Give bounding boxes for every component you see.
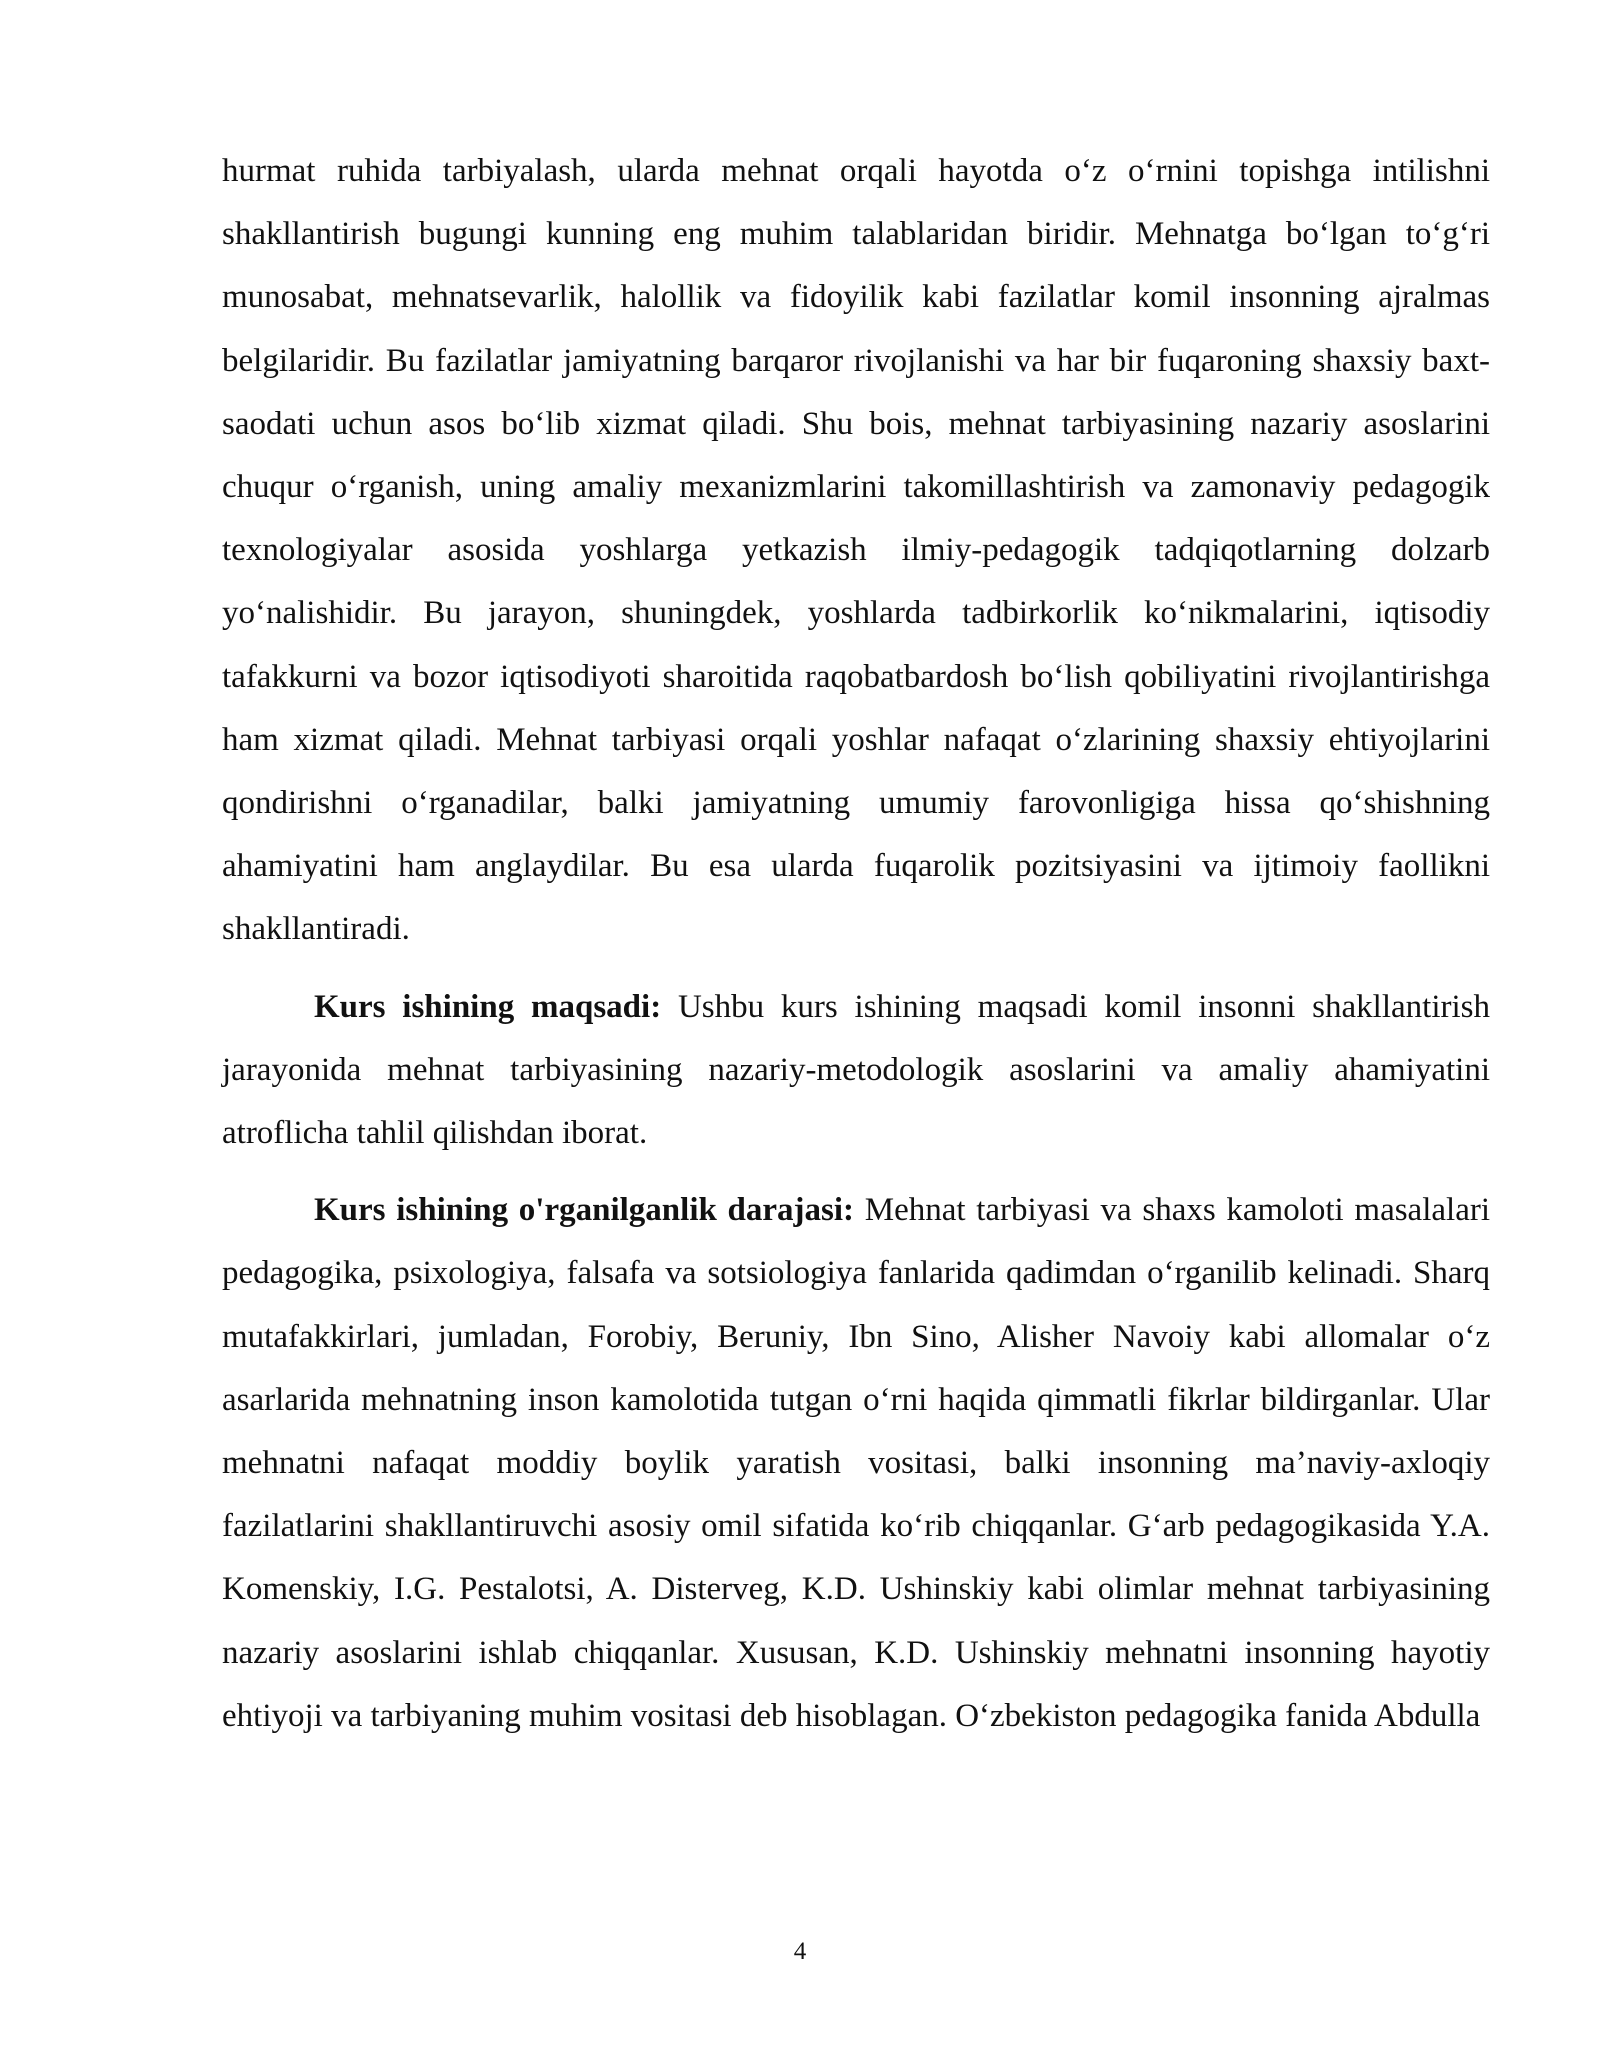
paragraph-heading-study-level: Kurs ishining o'rganilganlik darajasi: (314, 1192, 855, 1229)
document-body (222, 140, 1490, 1748)
paragraph-text: Mehnat tarbiyasi va shaxs kamoloti masalalari pedagogika, psixologiya, falsafa va sotsiologiya fanlarida qadimdan o‘rganilib kelinadi. Sharq mutafakkirlari, jumladan, Forobiy, Beruniy, Ibn Sino, Alisher Navoiy kabi allomalar o‘z asarlarida mehnatning inson kamolotida tutgan o‘rni haqida qimmatli fikrlar bildirganlar. Ular mehnatni nafaqat moddiy boylik yaratish vositasi, balki insonning ma’naviy-axloqiy fazilatlarini shakllantiruvchi asosiy omil sifatida ko‘rib chiqqanlar. G‘arb pedagogikasida Y.A. Komenskiy, I.G. Pestalotsi, A. Disterveg, K.D. Ushinskiy kabi olimlar mehnat tarbiyasining nazariy asoslarini ishlab chiqqanlar. Xususan, K.D. Ushinskiy mehnatni insonning hayotiy ehtiyoji va tarbiyaning muhim vositasi deb hisoblagan. O‘zbekiston pedagogika fanida Abdulla (222, 1192, 1490, 1734)
paragraph-intro-continuation (222, 140, 1490, 962)
paragraph-text: hurmat ruhida tarbiyalash, ularda mehnat orqali hayotda o‘z o‘rnini topishga intilishni shakllantirish bugungi kunning eng muhim talablaridan biridir. Mehnatga bo‘lgan to‘g‘ri munosabat, mehnatsevarlik, halollik va fidoyilik kabi fazilatlar komil insonning ajralmas belgilaridir. Bu fazilatlar jamiyatning barqaror rivojlanishi va har bir fuqaroning shaxsiy baxt-saodati uchun asos bo‘lib xizmat qiladi. Shu bois, mehnat tarbiyasining nazariy asoslarini chuqur o‘rganish, uning amaliy mexanizmlarini takomillashtirish va zamonaviy pedagogik texnologiyalar asosida yoshlarga yetkazish ilmiy-pedagogik tadqiqotlarning dolzarb yo‘nalishidir. Bu jarayon, shuningdek, yoshlarda tadbirkorlik ko‘nikmalarini, iqtisodiy tafakkurni va bozor iqtisodiyoti sharoitida raqobatbardosh bo‘lish qobiliyatini rivojlantirishga ham xizmat qiladi. Mehnat tarbiyasi orqali yoshlar nafaqat o‘zlarining shaxsiy ehtiyojlarini qondirishni o‘rganadilar, balki jamiyatning umumiy farovonligiga hissa qo‘shishning ahamiyatini ham anglaydilar. Bu esa ularda fuqarolik pozitsiyasini va ijtimoiy faollikni shakllantiradi. (222, 153, 1490, 948)
paragraph-text: Ushbu kurs ishining maqsadi komil insonni shakllantirish jarayonida mehnat tarbiyasining nazariy-metodologik asoslarini va amaliy ahamiyatini atroflicha tahlil qilishdan iborat. (222, 988, 1490, 1152)
paragraph-heading-goal: Kurs ishining maqsadi: (314, 988, 662, 1025)
paragraph-study-level (222, 1179, 1490, 1748)
page-number: 4 (793, 1938, 807, 1965)
paragraph-course-goal (222, 976, 1490, 1166)
